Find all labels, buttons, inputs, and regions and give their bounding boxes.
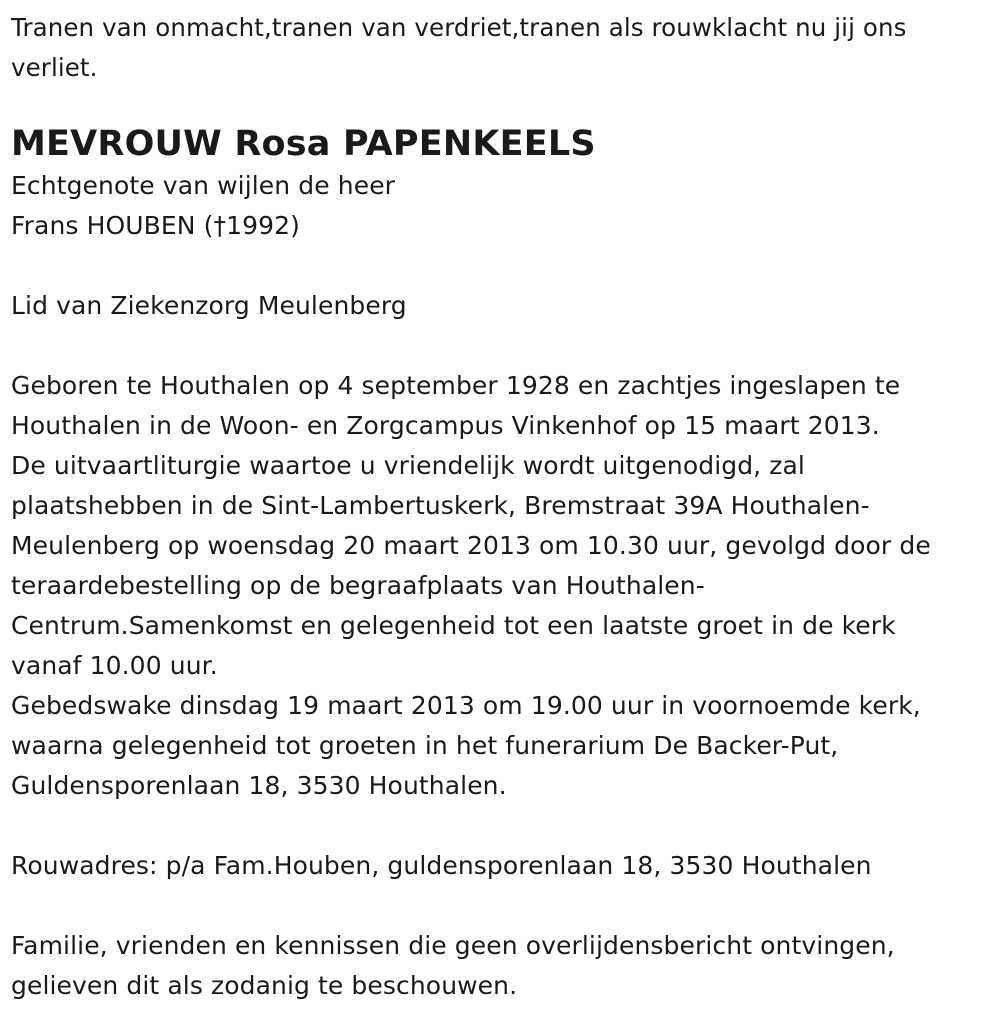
spacer	[11, 886, 991, 926]
details-line: Gebedswake dinsdag 19 maart 2013 om 19.00 uur in voornoemde kerk,	[11, 691, 921, 720]
details-line: Centrum.Samenkomst en gelegenheid tot een laatste groet in de kerk	[11, 611, 896, 640]
mourning-address: Rouwadres: p/a Fam.Houben, guldensporenlaan 18, 3530 Houthalen	[11, 851, 872, 880]
details-line: vanaf 10.00 uur.	[11, 651, 218, 680]
closing-note	[11, 926, 991, 1006]
details-line: Houthalen in de Woon- en Zorgcampus Vinkenhof op 15 maart 2013.	[11, 411, 880, 440]
details-line: teraardebestelling op de begraafplaats van Houthalen-	[11, 571, 705, 600]
spacer	[11, 326, 991, 366]
spacer	[11, 806, 991, 846]
spouse-line-1: Echtgenote van wijlen de heer	[11, 171, 396, 200]
obituary-notice	[11, 8, 991, 1006]
spacer	[11, 246, 991, 286]
details-line: De uitvaartliturgie waartoe u vriendelijk wordt uitgenodigd, zal	[11, 451, 805, 480]
details-line: plaatshebben in de Sint-Lambertuskerk, Bremstraat 39A Houthalen-	[11, 491, 870, 520]
spouse-info	[11, 166, 991, 246]
details-line: Meulenberg op woensdag 20 maart 2013 om 10.30 uur, gevolgd door de	[11, 531, 931, 560]
closing-line-2: gelieven dit als zodanig te beschouwen.	[11, 971, 518, 1000]
spouse-line-2: Frans HOUBEN (†1992)	[11, 211, 300, 240]
intro-verse	[11, 8, 991, 88]
details-line: Geboren te Houthalen op 4 september 1928 en zachtjes ingeslapen te	[11, 371, 901, 400]
intro-line-2: verliet.	[11, 53, 98, 82]
details-line: Guldensporenlaan 18, 3530 Houthalen.	[11, 771, 507, 800]
intro-line-1: Tranen van onmacht,tranen van verdriet,tranen als rouwklacht nu jij ons	[11, 13, 907, 42]
closing-line-1: Familie, vrienden en kennissen die geen overlijdensbericht ontvingen,	[11, 931, 895, 960]
deceased-name: MEVROUW Rosa PAPENKEELS	[11, 124, 596, 164]
membership: Lid van Ziekenzorg Meulenberg	[11, 291, 407, 320]
details-paragraph	[11, 366, 991, 806]
details-line: waarna gelegenheid tot groeten in het funerarium De Backer-Put,	[11, 731, 839, 760]
